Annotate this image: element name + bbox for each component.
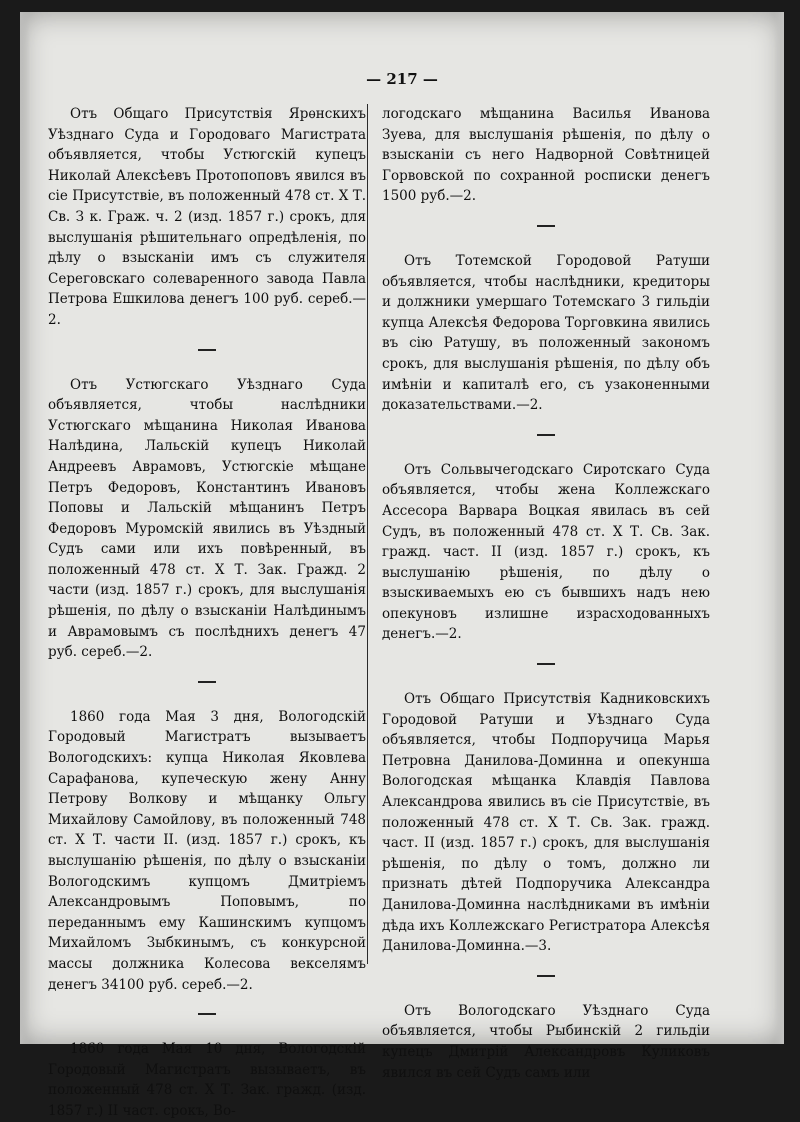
notice-vologda-magistrate-may-3: 1860 года Мая 3 дня, Вологодскій Городовый Магистратъ вызываетъ Вологодскихъ: купца Николая Яковлева Сарафанова, купеческую жену Анну Петрову Волкову и мѣщанку Ольгу Михайлову Самойлову, въ положенный 748 ст. X Т. части II. (изд. 1857 г.) срокъ, къ выслушанію рѣшенія, по дѣлу о взысканіи Вологодскимъ купцомъ Дмитріемъ Александровымъ Поповымъ, по переданнымъ ему Кашинскимъ купцомъ Михайломъ Зыбкинымъ, съ конкурсной массы должника Колесова векселямъ денегъ 34100 руб. сереб.—2. (48, 708, 366, 993)
notice-separator (198, 1013, 216, 1015)
notice-separator (198, 681, 216, 683)
notice-solvychegodsk-orphan-court: Отъ Сольвычегодскаго Сиротскаго Суда объявляется, чтобы жена Коллежскаго Ассесора Варвара Воцкая явилась въ сей Судъ, въ положенный 478 ст. X Т. Св. Зак. гражд. част. II (изд. 1857 г.) срокъ, къ выслушанію рѣшенія, по дѣлу о взыскиваемыхъ ею съ бывшихъ надъ нею опекуновъ излишне израсходованныхъ денегъ.—2. (382, 461, 710, 643)
page-number: — 217 — (366, 70, 438, 88)
notice-totma-town-hall: Отъ Тотемской Городовой Ратуши объявляется, чтобы наслѣдники, кредиторы и должники умершаго Тотемскаго 3 гильдіи купца Алексѣя Федорова Торговкина явились въ сію Ратушу, въ положенный закономъ срокъ, для выслушанія рѣшенія, по дѣлу объ имѣніи и капиталѣ его, съ узаконенными доказательствами.—2. (382, 252, 710, 414)
notice-vologda-magistrate-may-10: 1860 года Мая 10 дня, Вологодскій Городовый Магистратъ вызываетъ, въ положенный 478 ст. X Т. Зак. гражд. (изд. 1857 г.) II част. срокъ, Во- (48, 1041, 366, 1119)
notice-separator (537, 225, 555, 227)
notice-vologda-district-court: Отъ Вологодскаго Уѣзднаго Суда объявляется, чтобы Рыбинскій 2 гильдіи купецъ Дмитрій Александровъ Куликовъ явился въ сей Судъ самъ или (382, 1002, 710, 1081)
notice-separator (537, 434, 555, 436)
notice-separator (537, 975, 555, 977)
scan-shadow-right (774, 12, 784, 1044)
notice-kadnikov-town-hall: Отъ Общаго Присутствія Кадниковскихъ Городовой Ратуши и Уѣзднаго Суда объявляется, чтобы Подпоручица Марья Петровна Данилова-Доминна и опекунша Вологодская мѣщанка Клавдія Павлова Александрова явились въ сіе Присутствіе, въ положенный 478 ст. X Т. Св. Зак. гражд. част. II (изд. 1857 г.) срокъ, для выслушанія рѣшенія, по дѣлу о томъ, должно ли признать дѣтей Подпоручика Александра Данилова-Доминна наслѣдниками въ имѣніи дѣда ихъ Коллежскаго Регистратора Алексѣя Данилова-Доминна.—3. (382, 691, 710, 955)
notice-continuation-zuev: логодскаго мѣщанина Василья Иванова Зуева, для выслушанія рѣшенія, по дѣлу о взысканіи съ него Надворной Совѣтницей Горвовской по сохранной росписки денегъ 1500 руб.—2. (382, 106, 710, 205)
notice-separator (198, 349, 216, 351)
notice-separator (537, 663, 555, 665)
right-column (382, 104, 710, 1083)
scan-shadow-left (20, 12, 30, 1044)
notice-ustyug-district-court: Отъ Устюгскаго Уѣзднаго Суда объявляется, чтобы наслѣдники Устюгскаго мѣщанина Николая Иванова Налѣдина, Лальскій купецъ Николай Андреевъ Аврамовъ, Устюгскіе мѣщане Петръ Федоровъ, Константинъ Ивановъ Поповы и Лальскій мѣщанинъ Петръ Федоровъ Муромскій явились въ Уѣздный Судъ сами или ихъ повѣренный, въ положенный 478 ст. X Т. Зак. Гражд. 2 части (изд. 1857 г.) срокъ, для выслушанія рѣшенія, по дѣлу о взысканіи Налѣдинымъ и Аврамовымъ съ послѣднихъ денегъ 47 руб. сереб.—2. (48, 376, 366, 661)
left-column (48, 104, 366, 1122)
notice-yarensk-court: Отъ Общаго Присутствія Ярѳнскихъ Уѣзднаго Суда и Городоваго Магистрата объявляется, чтобы Устюгскій купецъ Николай Алексѣевъ Протопоповъ явился въ сіе Присутствіе, въ положенный 478 ст. X Т. Св. З к. Граж. ч. 2 (изд. 1857 г.) срокъ, для выслушанія рѣшительнаго опредѣленія, по дѣлу о взысканіи имъ съ служителя Сереговскаго солеваренного завода Павла Петрова Ешкилова денегъ 100 руб. сереб.—2. (48, 106, 366, 328)
document-page (20, 12, 784, 1119)
column-divider (367, 104, 368, 964)
